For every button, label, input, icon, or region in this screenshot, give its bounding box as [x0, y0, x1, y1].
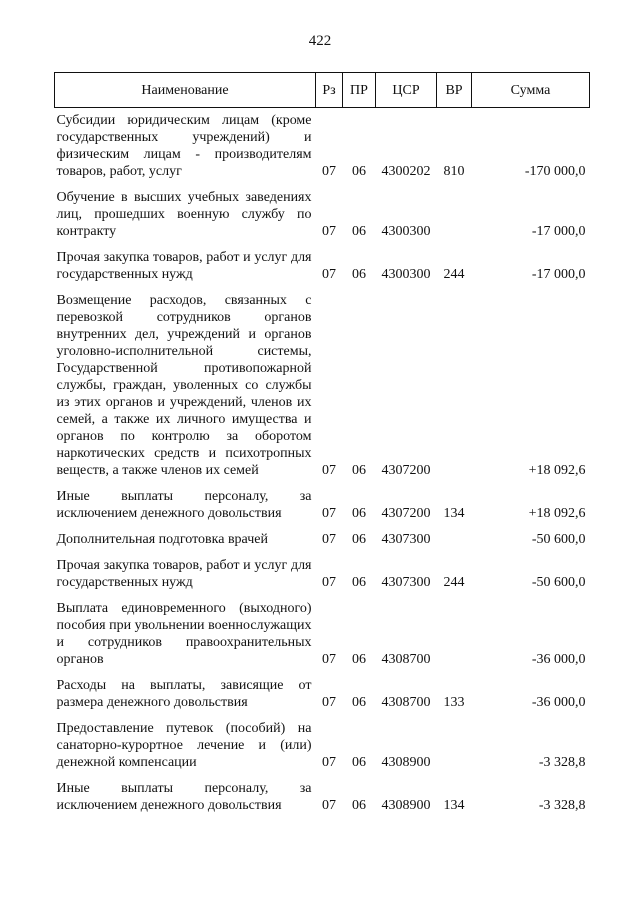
row-sum: -170 000,0 — [524, 164, 586, 179]
row-sum: -36 000,0 — [531, 652, 586, 667]
row-rz: 07 — [322, 755, 336, 770]
row-vr: 133 — [443, 695, 465, 710]
row-pr: 06 — [352, 164, 366, 179]
row-vr: 810 — [443, 164, 465, 179]
row-pr: 06 — [352, 755, 366, 770]
row-sum: +18 092,6 — [528, 506, 586, 521]
row-pr: 06 — [352, 224, 366, 239]
row-name: Возмещение расходов, связанных с перевозкой сотрудников органов внутренних дел, учреждений и органов уголовно-исполнительной системы, Государственной противопожарной службы, граждан, уволенных со службы из этих органов и учреждений, членов их семей, а также их личного имущества и органов по контролю за оборотом наркотических средств и психотропных веществ, а также членов их семей — [56, 293, 312, 478]
row-csr: 4307300 — [381, 532, 431, 547]
table-row — [55, 287, 590, 483]
row-csr: 4307200 — [381, 506, 431, 521]
row-name: Предоставление путевок (пособий) на санаторно-курортное лечение и (или) денежной компенсации — [56, 721, 312, 770]
row-name: Иные выплаты персоналу, за исключением денежного довольствия — [56, 781, 312, 813]
row-csr: 4300202 — [381, 164, 431, 179]
table-row — [55, 108, 590, 185]
table-row — [55, 775, 590, 818]
row-vr: 134 — [443, 798, 465, 813]
row-pr: 06 — [352, 798, 366, 813]
header-pr: ПР — [343, 73, 376, 108]
row-rz: 07 — [322, 506, 336, 521]
row-vr — [437, 287, 472, 483]
table-body — [55, 108, 590, 819]
row-name: Прочая закупка товаров, работ и услуг для государственных нужд — [56, 250, 312, 282]
row-vr — [437, 184, 472, 244]
row-csr: 4300300 — [381, 224, 431, 239]
row-sum: -50 600,0 — [531, 575, 586, 590]
row-sum: -50 600,0 — [531, 532, 586, 547]
row-csr: 4307300 — [381, 575, 431, 590]
page-number: 422 — [308, 33, 332, 49]
row-name: Субсидии юридическим лицам (кроме государственных учреждений) и физическим лицам - производителям товаров, работ, услуг — [56, 113, 312, 179]
row-pr: 06 — [352, 695, 366, 710]
row-name: Прочая закупка товаров, работ и услуг для государственных нужд — [56, 558, 312, 590]
table-row — [55, 595, 590, 672]
row-rz: 07 — [322, 164, 336, 179]
header-csr: ЦСР — [376, 73, 437, 108]
row-vr — [437, 595, 472, 672]
row-vr: 134 — [443, 506, 465, 521]
row-csr: 4308900 — [381, 755, 431, 770]
table-row — [55, 715, 590, 775]
row-name: Расходы на выплаты, зависящие от размера денежного довольствия — [56, 678, 312, 710]
row-vr: 244 — [443, 267, 465, 282]
table-header — [55, 73, 590, 108]
row-rz: 07 — [322, 532, 336, 547]
header-rz: Рз — [316, 73, 343, 108]
row-rz: 07 — [322, 695, 336, 710]
row-rz: 07 — [322, 798, 336, 813]
row-pr: 06 — [352, 267, 366, 282]
row-name: Иные выплаты персоналу, за исключением денежного довольствия — [56, 489, 312, 521]
row-sum: -17 000,0 — [531, 267, 586, 282]
row-sum: -36 000,0 — [531, 695, 586, 710]
table-row — [55, 526, 590, 552]
row-sum: +18 092,6 — [528, 463, 586, 478]
row-pr: 06 — [352, 463, 366, 478]
row-rz: 07 — [322, 575, 336, 590]
row-pr: 06 — [352, 575, 366, 590]
row-pr: 06 — [352, 506, 366, 521]
row-sum: -3 328,8 — [538, 798, 586, 813]
row-rz: 07 — [322, 267, 336, 282]
row-csr: 4307200 — [381, 463, 431, 478]
table-row — [55, 552, 590, 595]
row-name: Дополнительная подготовка врачей — [56, 532, 268, 547]
row-csr: 4300300 — [381, 267, 431, 282]
row-name: Обучение в высших учебных заведениях лиц, прошедших военную службу по контракту — [56, 190, 312, 239]
header-sum: Сумма — [472, 73, 590, 108]
row-sum: -17 000,0 — [531, 224, 586, 239]
table-row — [55, 672, 590, 715]
row-csr: 4308700 — [381, 695, 431, 710]
header-name: Наименование — [55, 73, 316, 108]
row-vr — [437, 526, 472, 552]
row-sum: -3 328,8 — [538, 755, 586, 770]
budget-table — [54, 72, 590, 818]
row-csr: 4308900 — [381, 798, 431, 813]
row-vr: 244 — [443, 575, 465, 590]
row-rz: 07 — [322, 463, 336, 478]
row-rz: 07 — [322, 224, 336, 239]
row-name: Выплата единовременного (выходного) пособия при увольнении военнослужащих и сотрудников правоохранительных органов — [56, 601, 312, 667]
header-vr: ВР — [437, 73, 472, 108]
table-row — [55, 184, 590, 244]
row-vr — [437, 715, 472, 775]
table-row — [55, 483, 590, 526]
row-pr: 06 — [352, 652, 366, 667]
row-pr: 06 — [352, 532, 366, 547]
row-rz: 07 — [322, 652, 336, 667]
table-row — [55, 244, 590, 287]
row-csr: 4308700 — [381, 652, 431, 667]
